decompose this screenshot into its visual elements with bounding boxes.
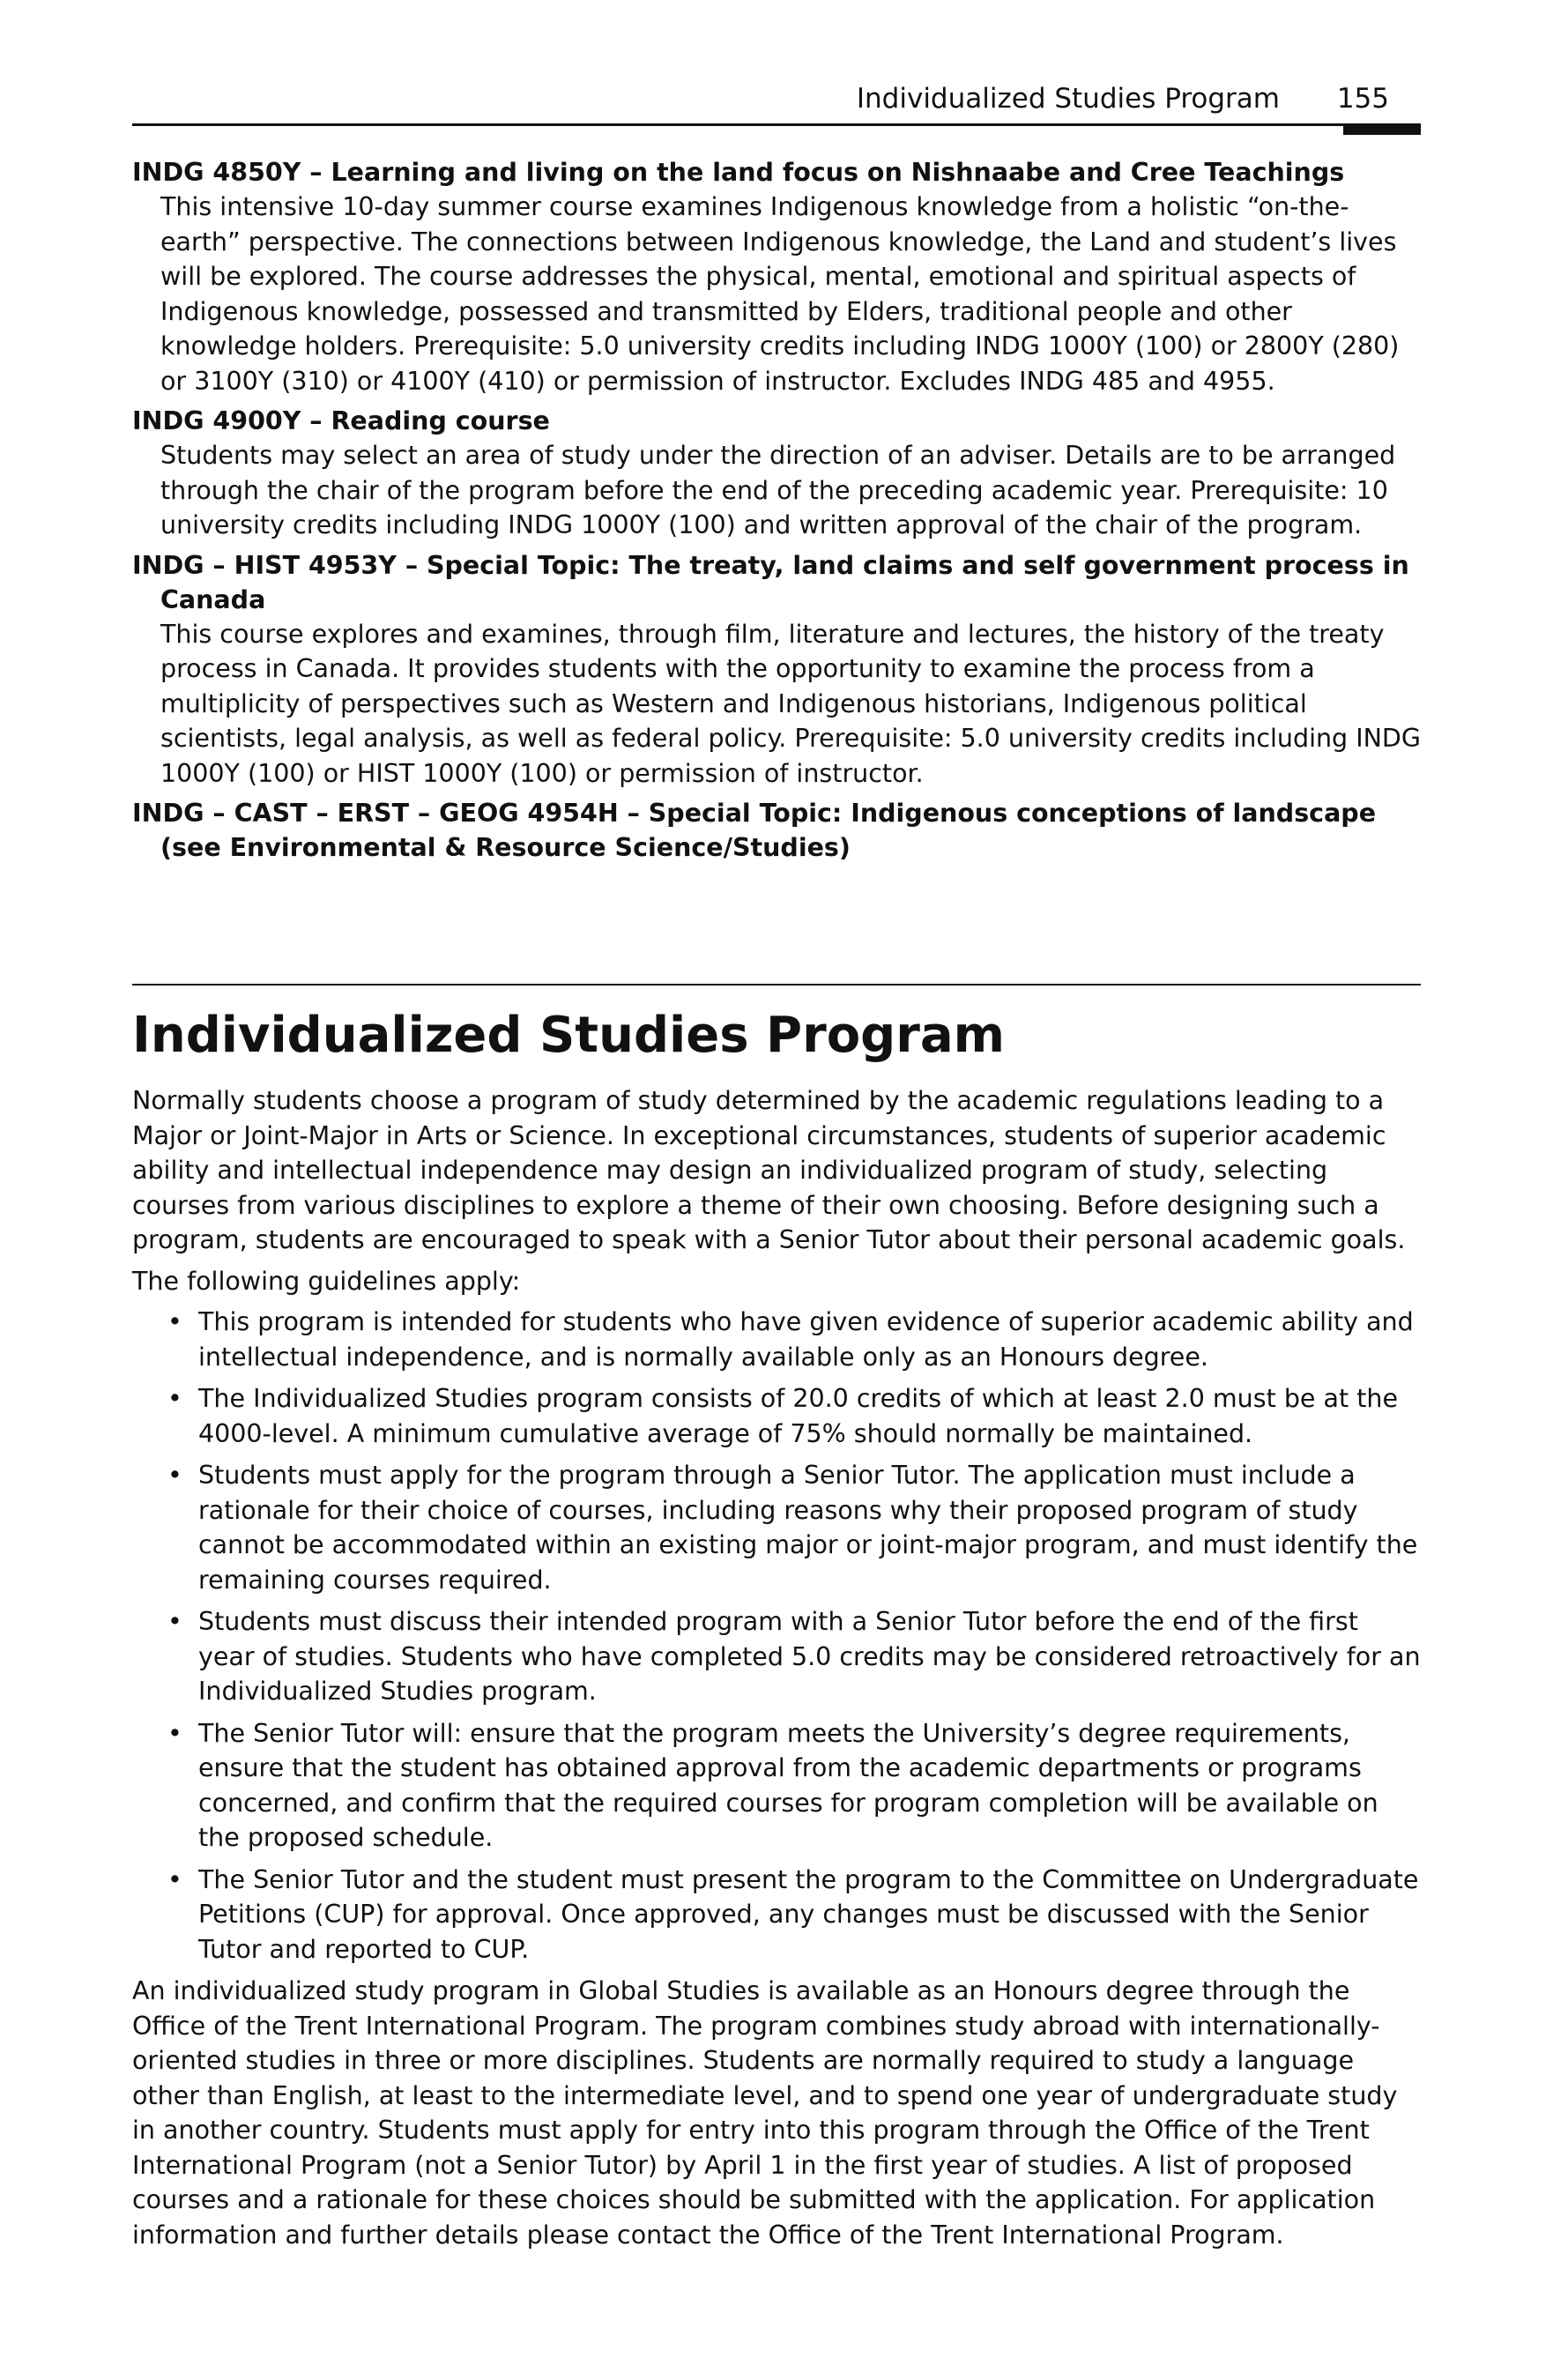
page-header [132,79,1421,126]
bullet-icon: • [167,1307,182,1336]
list-item [132,1716,1421,1856]
page-tab-marker [1343,123,1421,135]
course-entry [132,548,1421,792]
course-entry [132,155,1421,398]
intro-paragraph: Normally students choose a program of study determined by the academic regulations leading to a Major or Joint-Major in Arts or Science. In exceptional circumstances, students of superior academic ability and intellectual independence may design an individualized program of study, selecting courses from various disciplines to explore a theme of their own choosing. Before designing such a program, students are encouraged to speak with a Senior Tutor about their personal academic goals. [132,1086,1406,1254]
list-item-text: This program is intended for students who have given evidence of superior academic ability and intellectual independence, and is normally available only as an Honours degree. [198,1307,1414,1372]
bullet-icon: • [167,1461,182,1490]
program-section [132,1000,1421,2258]
list-item-text: The Senior Tutor will: ensure that the program meets the University’s degree requirements, ensure that the student has obtained approval from the academic departments or programs concerned, and confirm that the required courses for program completion will be available on the proposed schedule. [198,1718,1378,1852]
course-description: This intensive 10-day summer course examines Indigenous knowledge from a holistic “on-the-earth” perspective. The connections between Indigenous knowledge, the Land and student’s lives will be explored. The course addresses the physical, mental, emotional and spiritual aspects of Indigenous knowledge, possessed and transmitted by Elders, traditional people and other knowledge holders. Prerequisite: 5.0 university credits including INDG 1000Y (100) or 2800Y (280) or 3100Y (310) or 4100Y (410) or permission of instructor. Excludes INDG 485 and 4955. [160,192,1400,396]
list-item-text: The Individualized Studies program consists of 20.0 credits of which at least 2.0 must be at the 4000-level. A minimum cumulative average of 75% should normally be maintained. [198,1384,1398,1448]
list-item-text: Students must apply for the program through a Senior Tutor. The application must include a rationale for their choice of courses, including reasons why their proposed program of study cannot be accommodated within an existing major or joint-major program, and must identify the remaining courses required. [198,1461,1418,1595]
list-item-text: Students must discuss their intended program with a Senior Tutor before the end of the first year of studies. Students who have completed 5.0 credits may be considered retroactively for an Individualized Studies program. [198,1607,1421,1706]
list-item [132,1863,1421,1967]
bullet-icon: • [167,1864,182,1894]
course-title: INDG 4900Y – Reading course [132,406,550,435]
page-number: 155 [1336,83,1389,115]
list-item-text: The Senior Tutor and the student must present the program to the Committee on Undergraduate Petitions (CUP) for approval. Once approved, any changes must be discussed with the Senior Tutor and reported to CUP. [198,1864,1419,1964]
closing-paragraph: An individualized study program in Global Studies is available as an Honours degree through the Office of the Trent International Program. The program combines study abroad with internationally-oriented studies in three or more disciplines. Students are normally required to study a language other than English, at least to the intermediate level, and to spend one year of undergraduate study in another country. Students must apply for entry into this program through the Office of the Trent International Program (not a Senior Tutor) by April 1 in the first year of studies. A list of proposed courses and a rationale for these choices should be submitted with the application. For application information and further details please contact the Office of the Trent International Program. [132,1976,1398,2250]
course-description: Students may select an area of study under the direction of an adviser. Details are to be arranged through the chair of the program before the end of the preceding academic year. Prerequisite: 10 university credits including INDG 1000Y (100) and written approval of the chair of the program. [160,441,1396,539]
section-divider [132,984,1421,985]
bullet-icon: • [167,1607,182,1636]
list-item [132,1305,1421,1374]
bullet-icon: • [167,1718,182,1748]
course-list [132,155,1421,870]
course-entry [132,796,1421,865]
guidelines-lead: The following guidelines apply: [132,1266,521,1296]
bullet-icon: • [167,1384,182,1413]
list-item [132,1381,1421,1451]
guidelines-list [132,1305,1421,1967]
list-item [132,1604,1421,1709]
course-entry [132,404,1421,543]
section-title: Individualized Studies Program [132,1007,1006,1064]
course-title: INDG 4850Y – Learning and living on the land focus on Nishnaabe and Cree Teachings [132,158,1345,187]
course-title: INDG – HIST 4953Y – Special Topic: The treaty, land claims and self government process in Canada [132,550,1409,614]
course-description: This course explores and examines, through film, literature and lectures, the history of the treaty process in Canada. It provides students with the opportunity to examine the process from a multiplicity of perspectives such as Western and Indigenous historians, Indigenous political scientists, legal analysis, as well as federal policy. Prerequisite: 5.0 university credits including INDG 1000Y (100) or HIST 1000Y (100) or permission of instructor. [160,619,1421,788]
course-title: INDG – CAST – ERST – GEOG 4954H – Special Topic: Indigenous conceptions of landscape (see Environmental & Resource Science/Studies) [132,799,1377,862]
list-item [132,1458,1421,1597]
running-head: Individualized Studies Program [856,83,1280,115]
